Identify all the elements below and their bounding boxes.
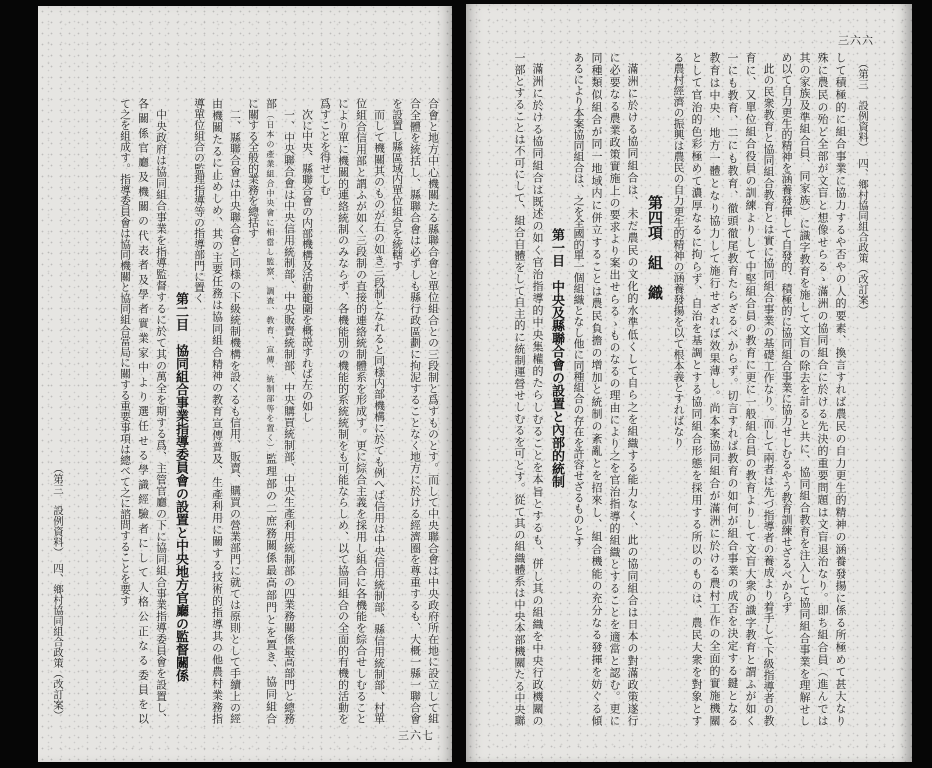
text-column: 滿洲に於ける協同組合は、未だ農民の文化的水準低くして自ら之を組織する能力なく、此の協同組合は日本の對滿政策遂行 xyxy=(626,63,639,726)
text-column: 教育は中央、地方一體となり協力して施行せざれば效果薄し。尚本案協同組合が滿洲に於ける農村工作の全面的實施機關 xyxy=(708,52,721,726)
text-column: して積極的に組合事業に協力するや否やの人的要素、換言すれば農民の自力更生的精神の涵養發揚に係る所極めて甚大なり xyxy=(834,52,847,726)
page-number: 三六七 xyxy=(398,729,434,742)
text-column: 一部とすることは不可にして、組合自體をして自主的に統制運營せしむるを可とす。從て其の組織體系は中央本部機關たる中央聯 xyxy=(513,52,526,726)
text-column: 滿洲に於ける協同組合は既述の如く官治指導的中央集權的たらしむることを本旨とするも、併し其の組織を中央行政機關の xyxy=(531,63,544,726)
text-column: に必要なる農業政策實施上の要求より案出せらるゝものなるの理由により之を官治指導的組織とすることを適當と認む。更に xyxy=(608,52,621,726)
text-column: 由機關たるに止めしめ、其の主要任務は協同組合精神の教育宣傳普及、生產利用に關する技術的指導其の他農村業務指 xyxy=(211,98,224,724)
subsection-heading: 第一目 中央及縣聯合會の設置と內部的統制 xyxy=(549,228,564,488)
text-column: を設置し縣區域内單位組合を統轄す xyxy=(391,98,404,271)
text-column: 殊に農民の殆ど全部が文盲と想像せらるゝ滿洲の協同組合に於ける先決的重要問題は文盲退治なり。即ち組合員（進んでは xyxy=(816,52,829,726)
text-segment: 部 xyxy=(265,98,278,111)
text-column: 爲すことを得せしむ xyxy=(319,98,332,196)
text-column: として官治的色彩極めて濃厚なるに拘らず、自治を基調とする協同組合形態を採用する所以のものは、農民大衆を對象とす xyxy=(690,52,703,726)
text-column: 一にも教育、二にも教育、徹頭徹尾教育たらざるべからず。切言すれば教育の如何が組合事業の成否を決定する鍵となる xyxy=(726,52,739,726)
text-column: 合會と地方中心機關たる縣聯合會と單位組合との三段制と爲すものとす。而して中央聯合會は中央政府所在地に設立して組 xyxy=(427,98,440,724)
text-column: 合全體を統括し、縣聯合會は必ずしも縣行政區劃に拘泥することなく地方に於ける經濟圈を尊重するも、大概一縣一聯合會 xyxy=(409,98,422,724)
text-column: 同種類似組合が同一地域内に併立することは農民負擔の增加と統制の紊亂とを招來し、組合機能の充分なる發揮を妨ぐる傾 xyxy=(590,52,603,726)
running-header: （第三 設例資料） 四、鄉村協同組合政策（改訂案） xyxy=(857,58,869,316)
text-column: に關する全般的業務を總括す xyxy=(247,98,260,239)
text-column: 育に、又單位組合役員の訓練よりして中堅組合員の教育に更に一般組合員の教育よりして文盲大衆の識字教育と謂ふが如く xyxy=(744,52,757,726)
text-column: 次に中央、縣聯合會の内部機構及活動範圍を概説すれば左の如し xyxy=(301,109,314,423)
text-column: 各關係官廳及機關の代表者及學者實業家中より選任せる學識經驗者にして人格公正なる委員を以 xyxy=(137,98,150,724)
text-column: 一、中央聯合會は中央信用統制部、中央販賣統制部、中央購買統制部、中央生產利用統制部の四業務關係最高部門と總務 xyxy=(283,109,296,724)
text-column: 而して機關其のものが右の如き三段制となれると同様内部機構に於ても例へば信用は中央信用統制部、縣信用統制部、村單 xyxy=(373,109,386,724)
text-column: て之を組成す。指導委員會は協同機關と協同組合當局に關する重要事項は總べて之に諮問することを要す xyxy=(119,98,132,606)
text-column: により單に機關的連絡統制のみならず、各機能別の機能的系統統制をも可能ならしめ、以て協同組合の全面的有機的活動を xyxy=(337,98,350,724)
text-column: 中央政府は協同組合事業を指導監督するに於て其の萬全を期する爲、主管官廳の下に協同組合事業指導委員會を設置し、 xyxy=(155,109,168,724)
text-column: 二、縣聯合會は中央聯合會と同様の下級統制機構を設くるも信用、販賣、購買の營業部門に就ては原則として手續上の經 xyxy=(229,109,242,724)
text-column: 位組合信用部と謂ふが如く三段制の直接的連絡統制體系を形成す。更に綜合主義を採用し組合に各機能を綜合せしむること xyxy=(355,98,368,724)
subsection-heading: 第二目 協同組合事業指導委員會の設置と中央地方官廳の監督關係 xyxy=(173,292,188,682)
section-heading: 第四項 組 織 xyxy=(646,195,664,300)
text-column xyxy=(263,98,279,724)
text-column: め以て自力更生的精神を涵養發揮して自發的、積極的に協同組合事業に協力せしむるやう教育訓練せざるべからず xyxy=(780,52,793,613)
text-segment: 監理部の二庶務關係最高部門とを置き、協同組合 xyxy=(265,453,278,724)
text-column: 其の家族及準組合員、同家族）に識字教育を施して文盲の除去を計ると共に、協同組合教育を注入して協同組合事業を理解せし xyxy=(798,52,811,726)
text-column: 導單位組合の監理指導等の指導部門に置く xyxy=(193,98,206,304)
parenthetical-note: （日本の產業組合中央會に相當し監察、調查、教育、宣傳、統制部等を置く） xyxy=(266,110,276,454)
page-number: 三六六 xyxy=(838,34,874,47)
text-column: あるにより本案協同組合は、之を全國的單一個組織となし他に同種組合の存在を許容せざるものとす xyxy=(572,52,585,547)
text-column: る農村經濟の振興は農民の自力更生的精神の涵養發揚を以て根本義とすればなり xyxy=(672,52,685,448)
text-column: 此の民衆教育と協同組合教育とは實に協同組合事業の基礎工作なり。而して兩者は先づ指導者の養成より着手して下級指導者の教 xyxy=(762,63,775,726)
running-header: （第三 設例資料） 四、鄉村協同組合政策（改訂案） xyxy=(52,462,64,720)
